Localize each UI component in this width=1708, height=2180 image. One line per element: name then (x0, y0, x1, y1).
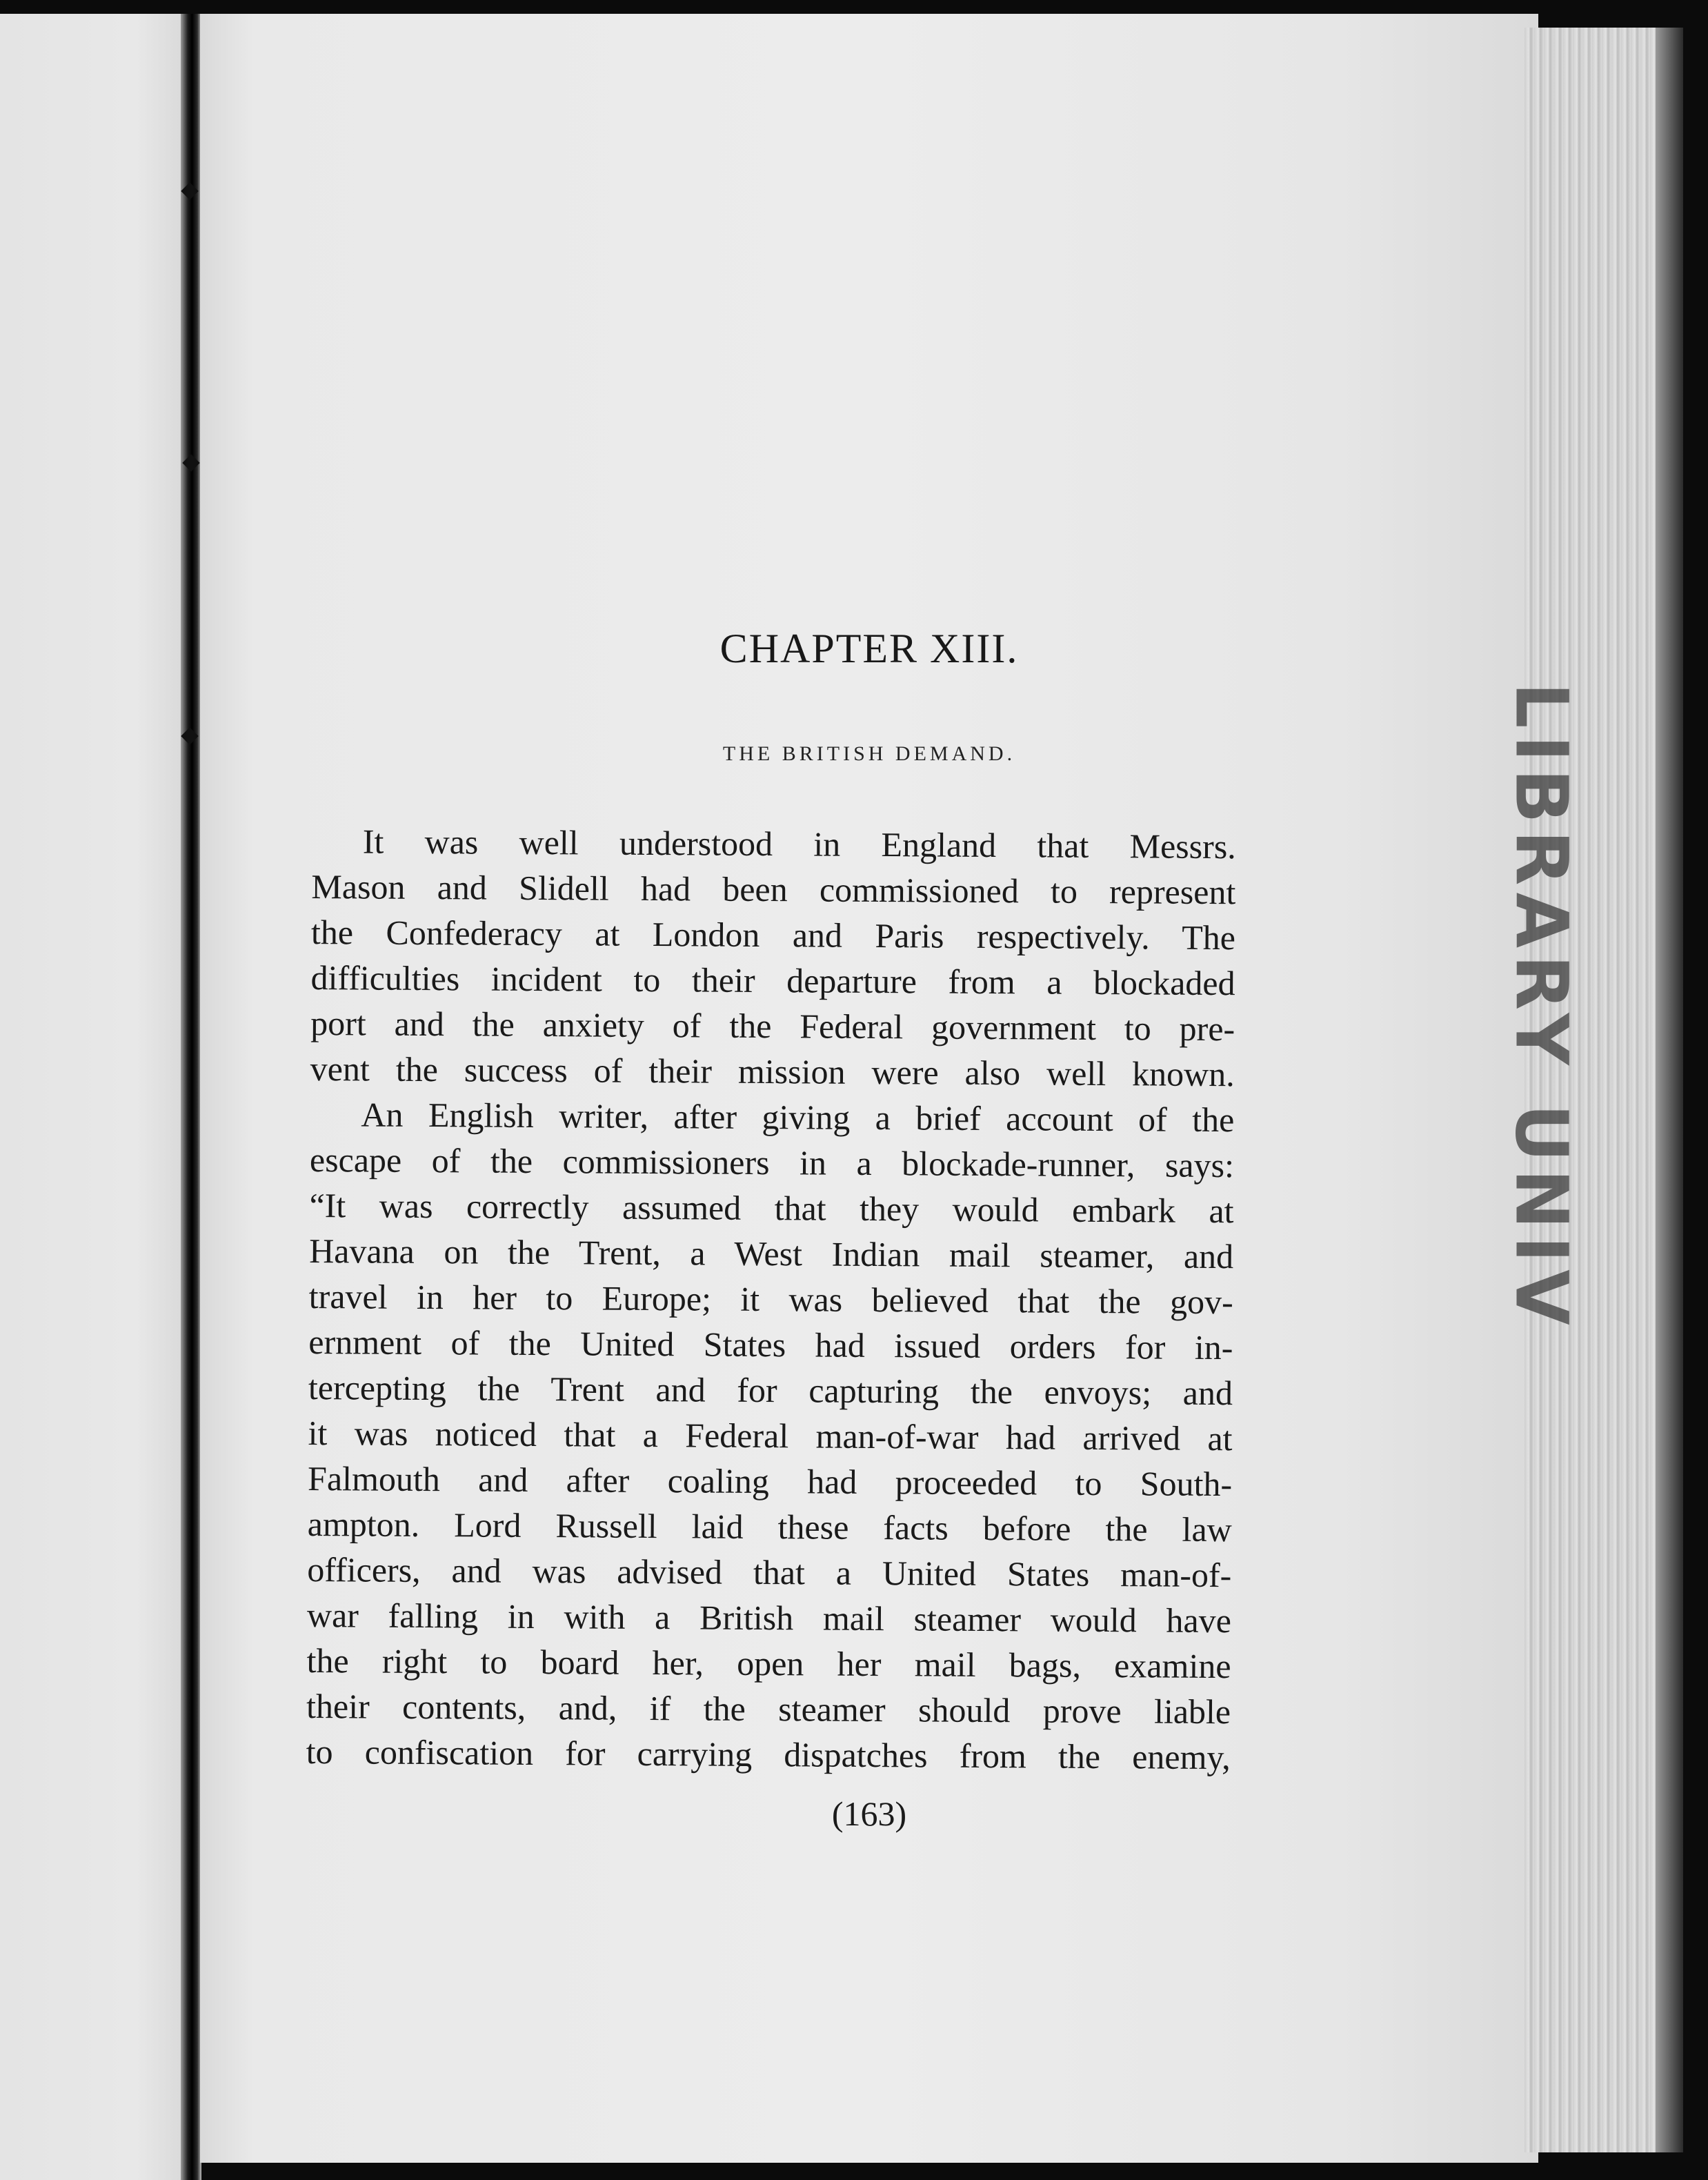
text-line: escape of the commissioners in a blockade-runner, says: (309, 1140, 1235, 1185)
section-title: THE BRITISH DEMAND. (722, 742, 1016, 765)
text-line: officers, and was advised that a United States man-of- (307, 1549, 1232, 1595)
text-line: Falmouth and after coaling had proceeded to South- (307, 1458, 1233, 1504)
text-line: their contents, and, if the steamer should prove liable (306, 1686, 1231, 1732)
page-number: (163) (831, 1794, 907, 1833)
text-line: the right to board her, open her mail bags, examine (306, 1641, 1231, 1686)
text-line: ernment of the United States had issued orders for in- (308, 1322, 1233, 1367)
text-line: vent the success of their mission were also well known. (310, 1049, 1235, 1094)
chapter-title: CHAPTER XIII. (719, 626, 1019, 671)
library-stamp-text: LIBRARY UNIV (1500, 682, 1585, 1332)
paragraph-2 (306, 1091, 1235, 1780)
text-line: the Confederacy at London and Paris respectively. The (310, 912, 1236, 958)
text-line: to confiscation for carrying dispatches from the enemy, (306, 1732, 1231, 1777)
book-gutter (181, 14, 201, 2180)
body-text (306, 818, 1236, 1780)
page-edge-shadow (1656, 28, 1683, 2152)
text-line: Mason and Slidell had been commissioned to represent (311, 866, 1236, 912)
library-stamp (1497, 682, 1587, 1332)
text-line: “It was correctly assumed that they would embark at (309, 1185, 1234, 1231)
text-line: ampton. Lord Russell laid these facts before the law (307, 1504, 1232, 1549)
text-line: Havana on the Trent, a West Indian mail steamer, and (308, 1231, 1234, 1276)
text-line: it was noticed that a Federal man-of-war had arrived at (308, 1413, 1233, 1458)
text-line: tercepting the Trent and for capturing the envoys; and (308, 1367, 1233, 1413)
left-page (0, 14, 195, 2180)
text-line: travel in her to Europe; it was believed that the gov- (308, 1276, 1233, 1322)
text-line: An English writer, after giving a brief account of the (361, 1095, 1235, 1140)
text-line: difficulties incident to their departure from a blockaded (310, 958, 1235, 1003)
text-line: port and the anxiety of the Federal government to pre- (310, 1003, 1235, 1049)
paragraph-1 (310, 818, 1236, 1097)
text-line: It was well understood in England that Messrs. (362, 822, 1236, 866)
text-line: war falling in with a British mail steamer would have (306, 1595, 1232, 1641)
